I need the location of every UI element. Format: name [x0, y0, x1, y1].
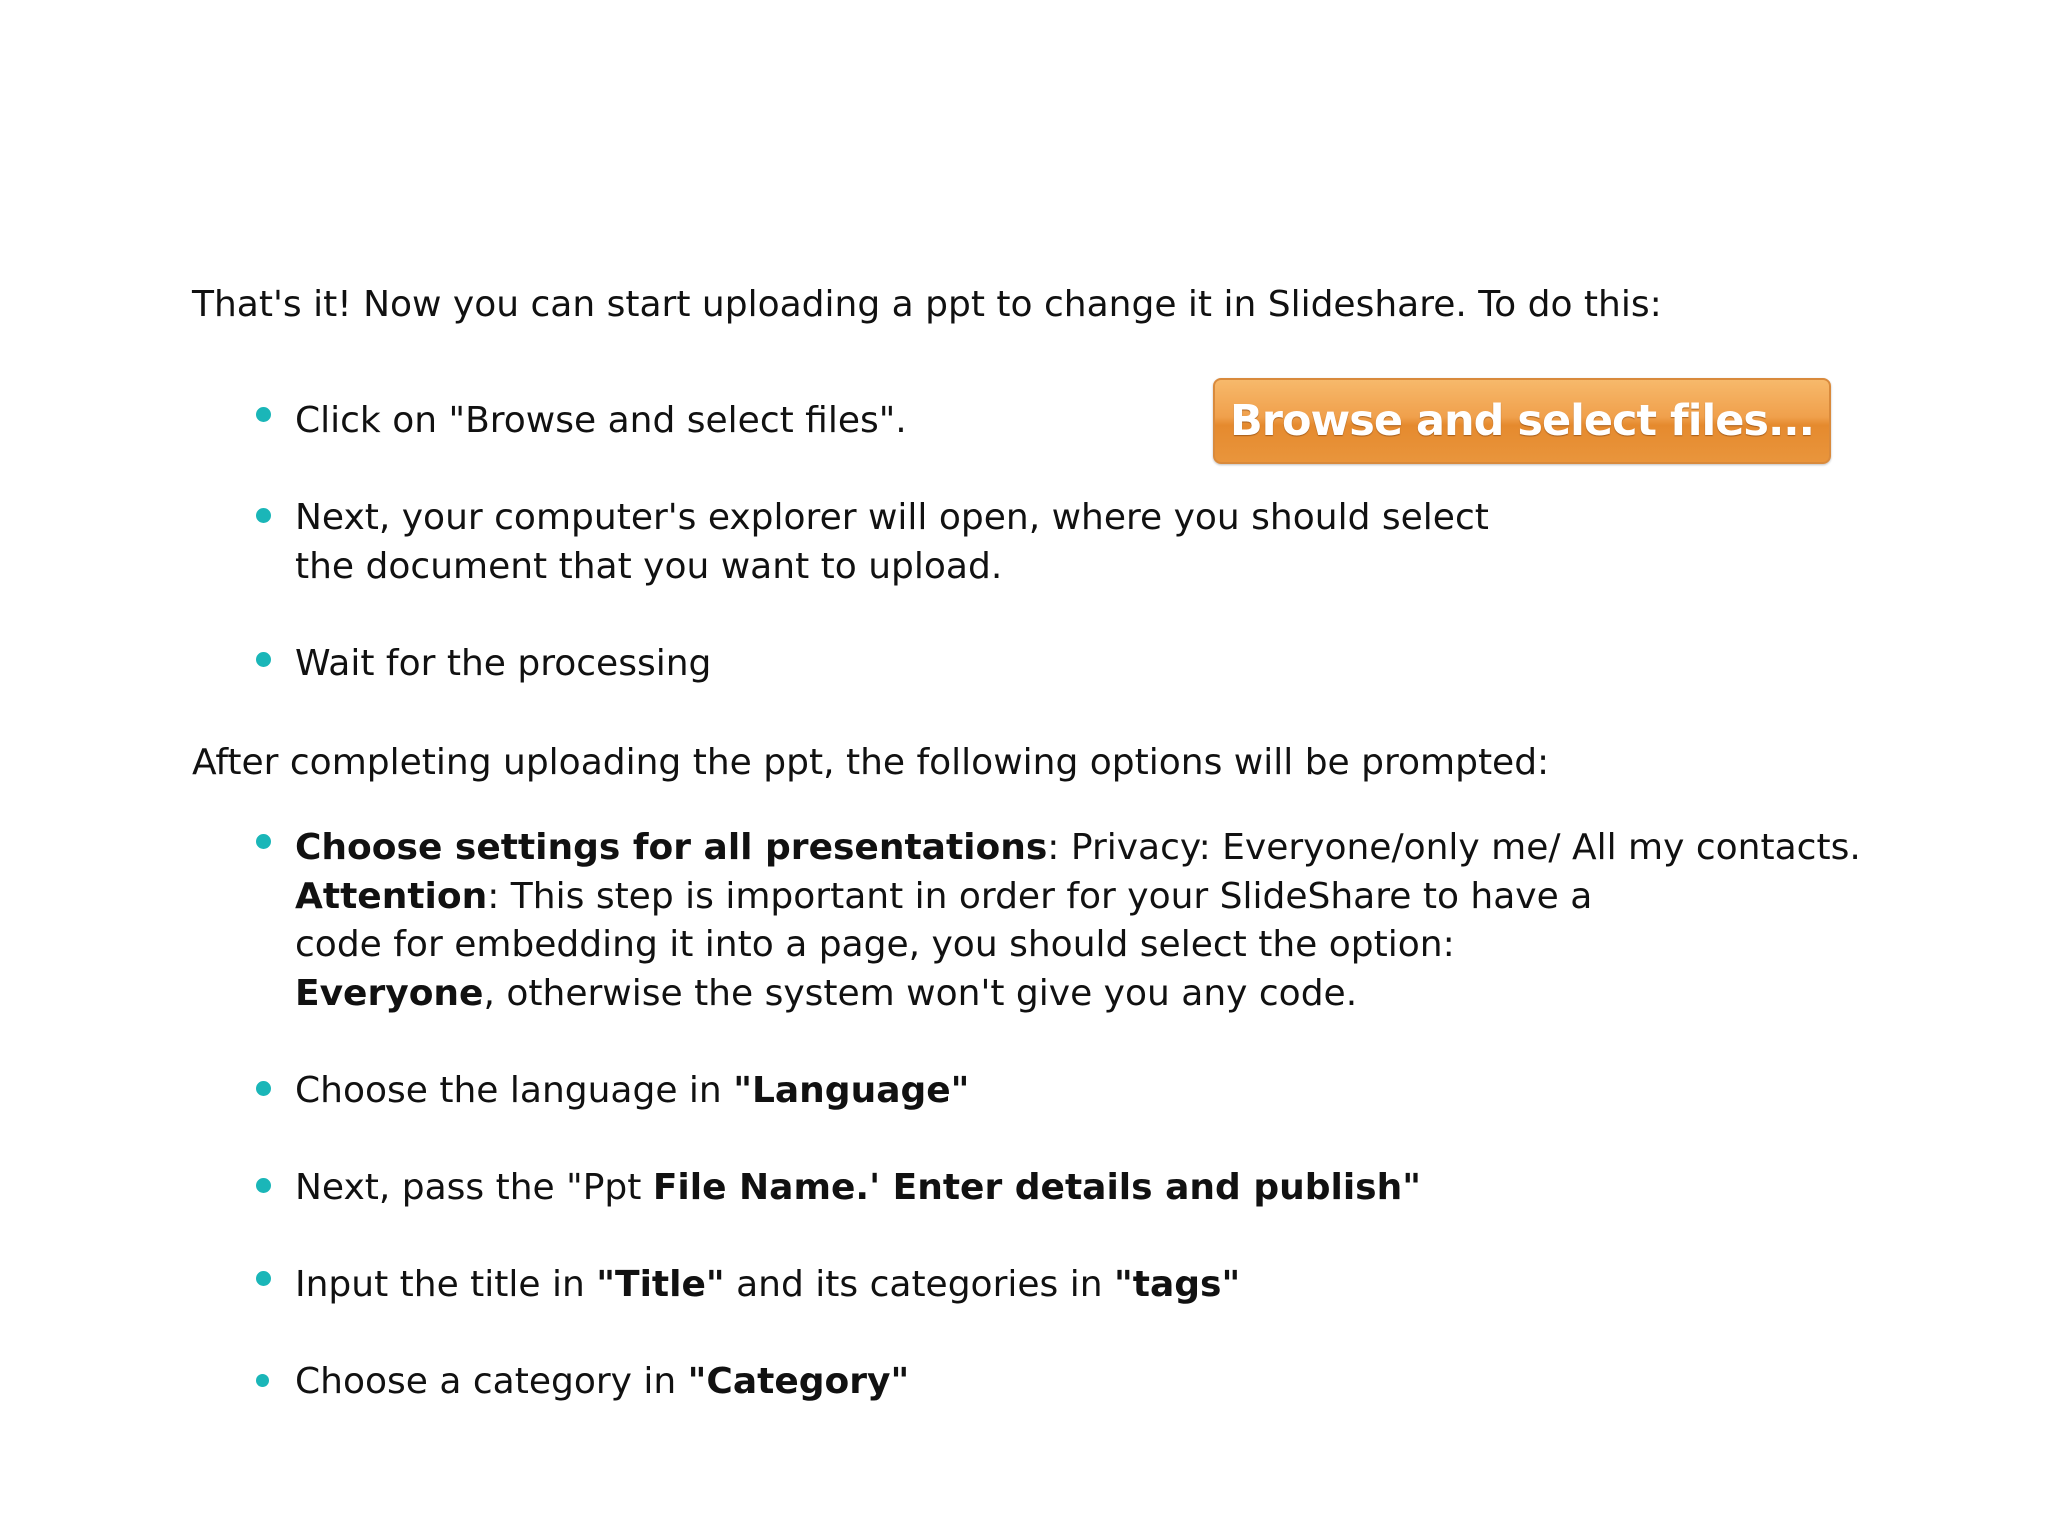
option-category-label: "Category" [687, 1361, 910, 1402]
after-upload-text: After completing uploading the ppt, the following options will be prompted: [192, 742, 1550, 783]
option-settings-label: Choose settings for all presentations [295, 827, 1048, 868]
step-wait: Wait for the processing [295, 643, 712, 684]
step-click-browse: Click on "Browse and select files". [295, 400, 907, 441]
option-settings-line1 [295, 823, 1861, 872]
step-explorer-line1: Next, your computer's explorer will open, where you should select [295, 497, 1489, 538]
option-language [295, 1066, 969, 1115]
option-title [295, 1260, 1240, 1309]
option-language-label: "Language" [733, 1070, 970, 1111]
bullet-icon [256, 1081, 271, 1096]
bullet-icon [256, 508, 271, 523]
option-pass-text: Next, pass the "Ppt [295, 1167, 653, 1208]
option-settings-line3: code for embedding it into a page, you should select the option: [295, 924, 1455, 965]
option-title-label: "Title" [596, 1264, 725, 1305]
option-category-text: Choose a category in [295, 1361, 688, 1402]
option-pass [295, 1163, 1421, 1212]
bullet-icon [256, 1271, 271, 1286]
bullet-icon [256, 407, 271, 422]
bullet-icon [256, 1178, 271, 1193]
step-explorer-line2: the document that you want to upload. [295, 546, 1003, 587]
everyone-text: , otherwise the system won't give you any code. [483, 973, 1358, 1014]
option-category [295, 1357, 909, 1406]
option-title-mid: and its categories in [724, 1264, 1114, 1305]
attention-text: : This step is important in order for your SlideShare to have a [487, 876, 1593, 917]
option-pass-label: File Name.' Enter details and publish" [652, 1167, 1421, 1208]
option-settings-line2 [295, 872, 1592, 921]
option-title-text: Input the title in [295, 1264, 597, 1305]
bullet-icon [256, 1374, 269, 1387]
browse-and-select-files-button[interactable]: Browse and select files... [1213, 378, 1831, 464]
attention-label: Attention [295, 876, 488, 917]
option-tags-label: "tags" [1114, 1264, 1241, 1305]
bullet-icon [256, 652, 271, 667]
option-language-text: Choose the language in [295, 1070, 734, 1111]
intro-text: That's it! Now you can start uploading a ppt to change it in Slideshare. To do this: [192, 284, 1662, 325]
option-settings-line4 [295, 969, 1357, 1018]
option-settings-privacy: : Privacy: Everyone/only me/ All my contacts. [1047, 827, 1861, 868]
everyone-label: Everyone [295, 973, 484, 1014]
bullet-icon [256, 834, 271, 849]
